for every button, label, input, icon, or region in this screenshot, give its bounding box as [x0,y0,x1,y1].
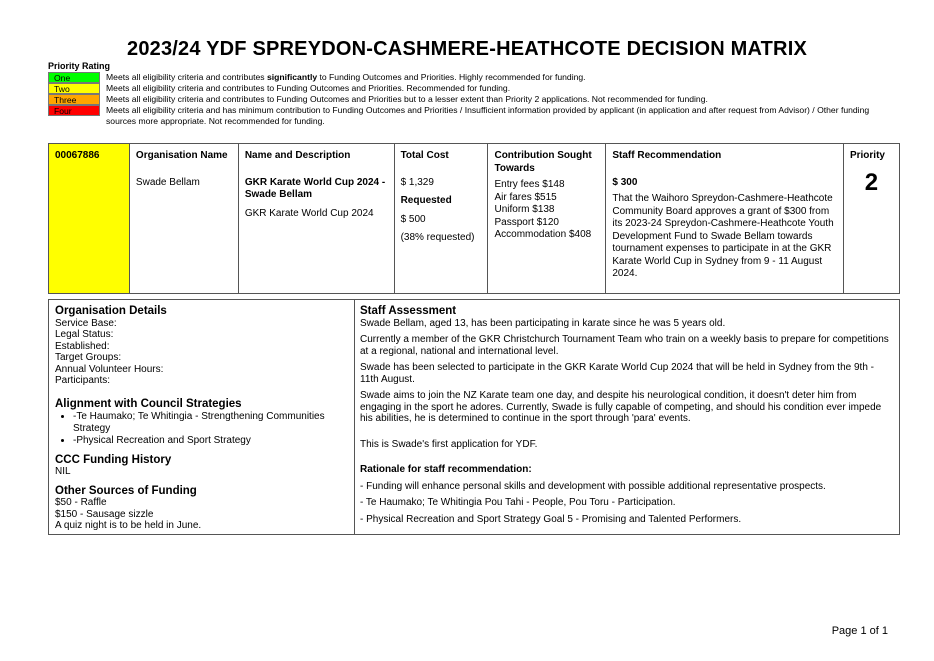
requested-percentage: (38% requested) [400,232,475,243]
project-name: GKR Karate World Cup 2024 - Swade Bellam [244,176,386,200]
priority-swatch-one: One [48,72,100,83]
assessment-paragraph: Swade Bellam, aged 13, has been participating in karate since he was 5 years old. [360,317,726,329]
legend-text-four: Meets all eligibility criteria and has minimum contribution to Funding Outcomes and Priorities / Insufficient information provided by applicant (in application and after request from Advisor) / Other funding sources more appropriate. Not recommended for funding. [106,105,870,126]
funding-history-text: NIL [55,466,71,477]
rationale-item: - Te Haumako; Te Whitingia Pou Tahi - People, Pou Toru - Participation. [360,497,676,508]
total-cost-value: $ 1,329 [400,176,434,188]
total-cost-cell [394,144,488,294]
project-description: GKR Karate World Cup 2024 [244,207,374,219]
detail-field: Annual Volunteer Hours: [55,363,164,375]
legend-text-two: Meets all eligibility criteria and contributes to Funding Outcomes and Priorities. Recommended for funding. [106,83,511,93]
requested-label: Requested [400,195,452,206]
legend-text-one: Meets all eligibility criteria and contributes significantly to Funding Outcomes and Priorities. Highly recommended for funding. [106,72,586,82]
organisation-name: Swade Bellam [135,176,200,188]
detail-field: Established: [55,340,110,352]
assessment-paragraph: Swade aims to join the NZ Karate team one day, and despite his neurological condition, it doesn't deter him from engaging in the sport he adores. Currently, Swade is fully capable of competing, and should his condition ever impede his abilities, he is determined to continue in the sport through 'para' events. [360,390,882,424]
priority-value: 2 [864,168,879,196]
assessment-panel [48,299,900,535]
organisation-cell [129,144,238,294]
priority-swatch-four: Four [48,105,100,116]
contribution-item: Air fares $515 [494,191,557,203]
rationale-item: - Physical Recreation and Sport Strategy Goal 5 - Promising and Talented Performers. [360,513,742,525]
organisation-header: Organisation Name [135,150,228,161]
requested-amount: $ 500 [400,213,426,225]
rationale-heading: Rationale for staff recommendation: [360,464,532,475]
priority-rating-heading: Priority Rating [48,61,111,71]
priority-swatch-two: Two [48,83,100,94]
total-cost-header: Total Cost [400,150,449,161]
staff-assessment-panel [355,300,899,534]
contribution-item: Entry fees $148 [494,179,565,190]
legend-row-two [48,83,890,94]
contribution-header: Contribution Sought Towards [494,150,592,174]
priority-swatch-three: Three [48,94,100,105]
alignment-heading: Alignment with Council Strategies [55,397,242,410]
alignment-list [55,411,348,447]
contribution-item: Uniform $138 [494,204,555,215]
priority-cell [843,144,899,294]
funding-history-heading: CCC Funding History [55,453,172,466]
other-source-line: $50 - Raffle [55,497,107,508]
page-title: 2023/24 YDF SPREYDON-CASHMERE-HEATHCOTE DECISION MATRIX [127,38,807,60]
other-source-line: $150 - Sausage sizzle [55,508,154,520]
staff-recommendation-amount: $ 300 [612,176,638,188]
other-sources-heading: Other Sources of Funding [55,484,197,497]
priority-legend [48,72,890,127]
detail-field: Participants: [55,375,111,386]
assessment-paragraph: This is Swade's first application for YDF. [360,438,538,450]
alignment-item: • -Te Haumako; Te Whitingia - Strengthening Communities Strategy [73,411,348,434]
staff-recommendation-text: That the Waihoro Spreydon-Cashmere-Heathcote Community Board approves a grant of $300 from its 2023-24 Spreydon-Cashmere-Heathcote Youth Development Fund to Swade Bellam towards tournament expenses to participate in at the GKR Karate World Cup in Sydney from 9 - 11 August 2024. [612,193,834,279]
application-id: 00067886 [49,144,130,294]
priority-header: Priority [849,150,885,161]
detail-field: Service Base: [55,317,117,329]
alignment-item: • -Physical Recreation and Sport Strategy [73,435,348,447]
staff-assessment-heading: Staff Assessment [360,305,457,317]
contribution-item: Passport $120 [494,216,559,228]
staff-recommendation-cell [606,144,844,294]
other-source-line: A quiz night is to be held in June. [55,520,202,531]
legend-row-three [48,94,890,105]
legend-row-one [48,72,890,83]
name-description-cell [238,144,394,294]
decision-matrix-table [48,143,900,294]
contribution-item: Accommodation $408 [494,229,592,240]
detail-field: Legal Status: [55,329,114,340]
name-description-header: Name and Description [244,150,351,161]
staff-recommendation-header: Staff Recommendation [612,150,722,161]
assessment-paragraph: Swade has been selected to participate in the GKR Karate World Cup 2024 that will be held in Sydney from the 9th - 11th August. [360,362,874,385]
page-number: Page 1 of 1 [831,625,888,637]
organisation-details-heading: Organisation Details [55,305,167,317]
legend-text-three: Meets all eligibility criteria and contributes to Funding Outcomes and Priorities but to a lesser extent than Priority 2 applications. Not recommended for funding. [106,94,708,104]
contribution-cell [488,144,606,294]
organisation-details-panel [49,300,355,534]
legend-row-four [48,105,890,127]
rationale-item: - Funding will enhance personal skills and development with possible additional representative prospects. [360,480,826,492]
assessment-paragraph: Currently a member of the GKR Christchurch Tournament Team who train on a weekly basis to prepare for competitions at a regional, national and international level. [360,334,889,357]
detail-field: Target Groups: [55,352,122,363]
